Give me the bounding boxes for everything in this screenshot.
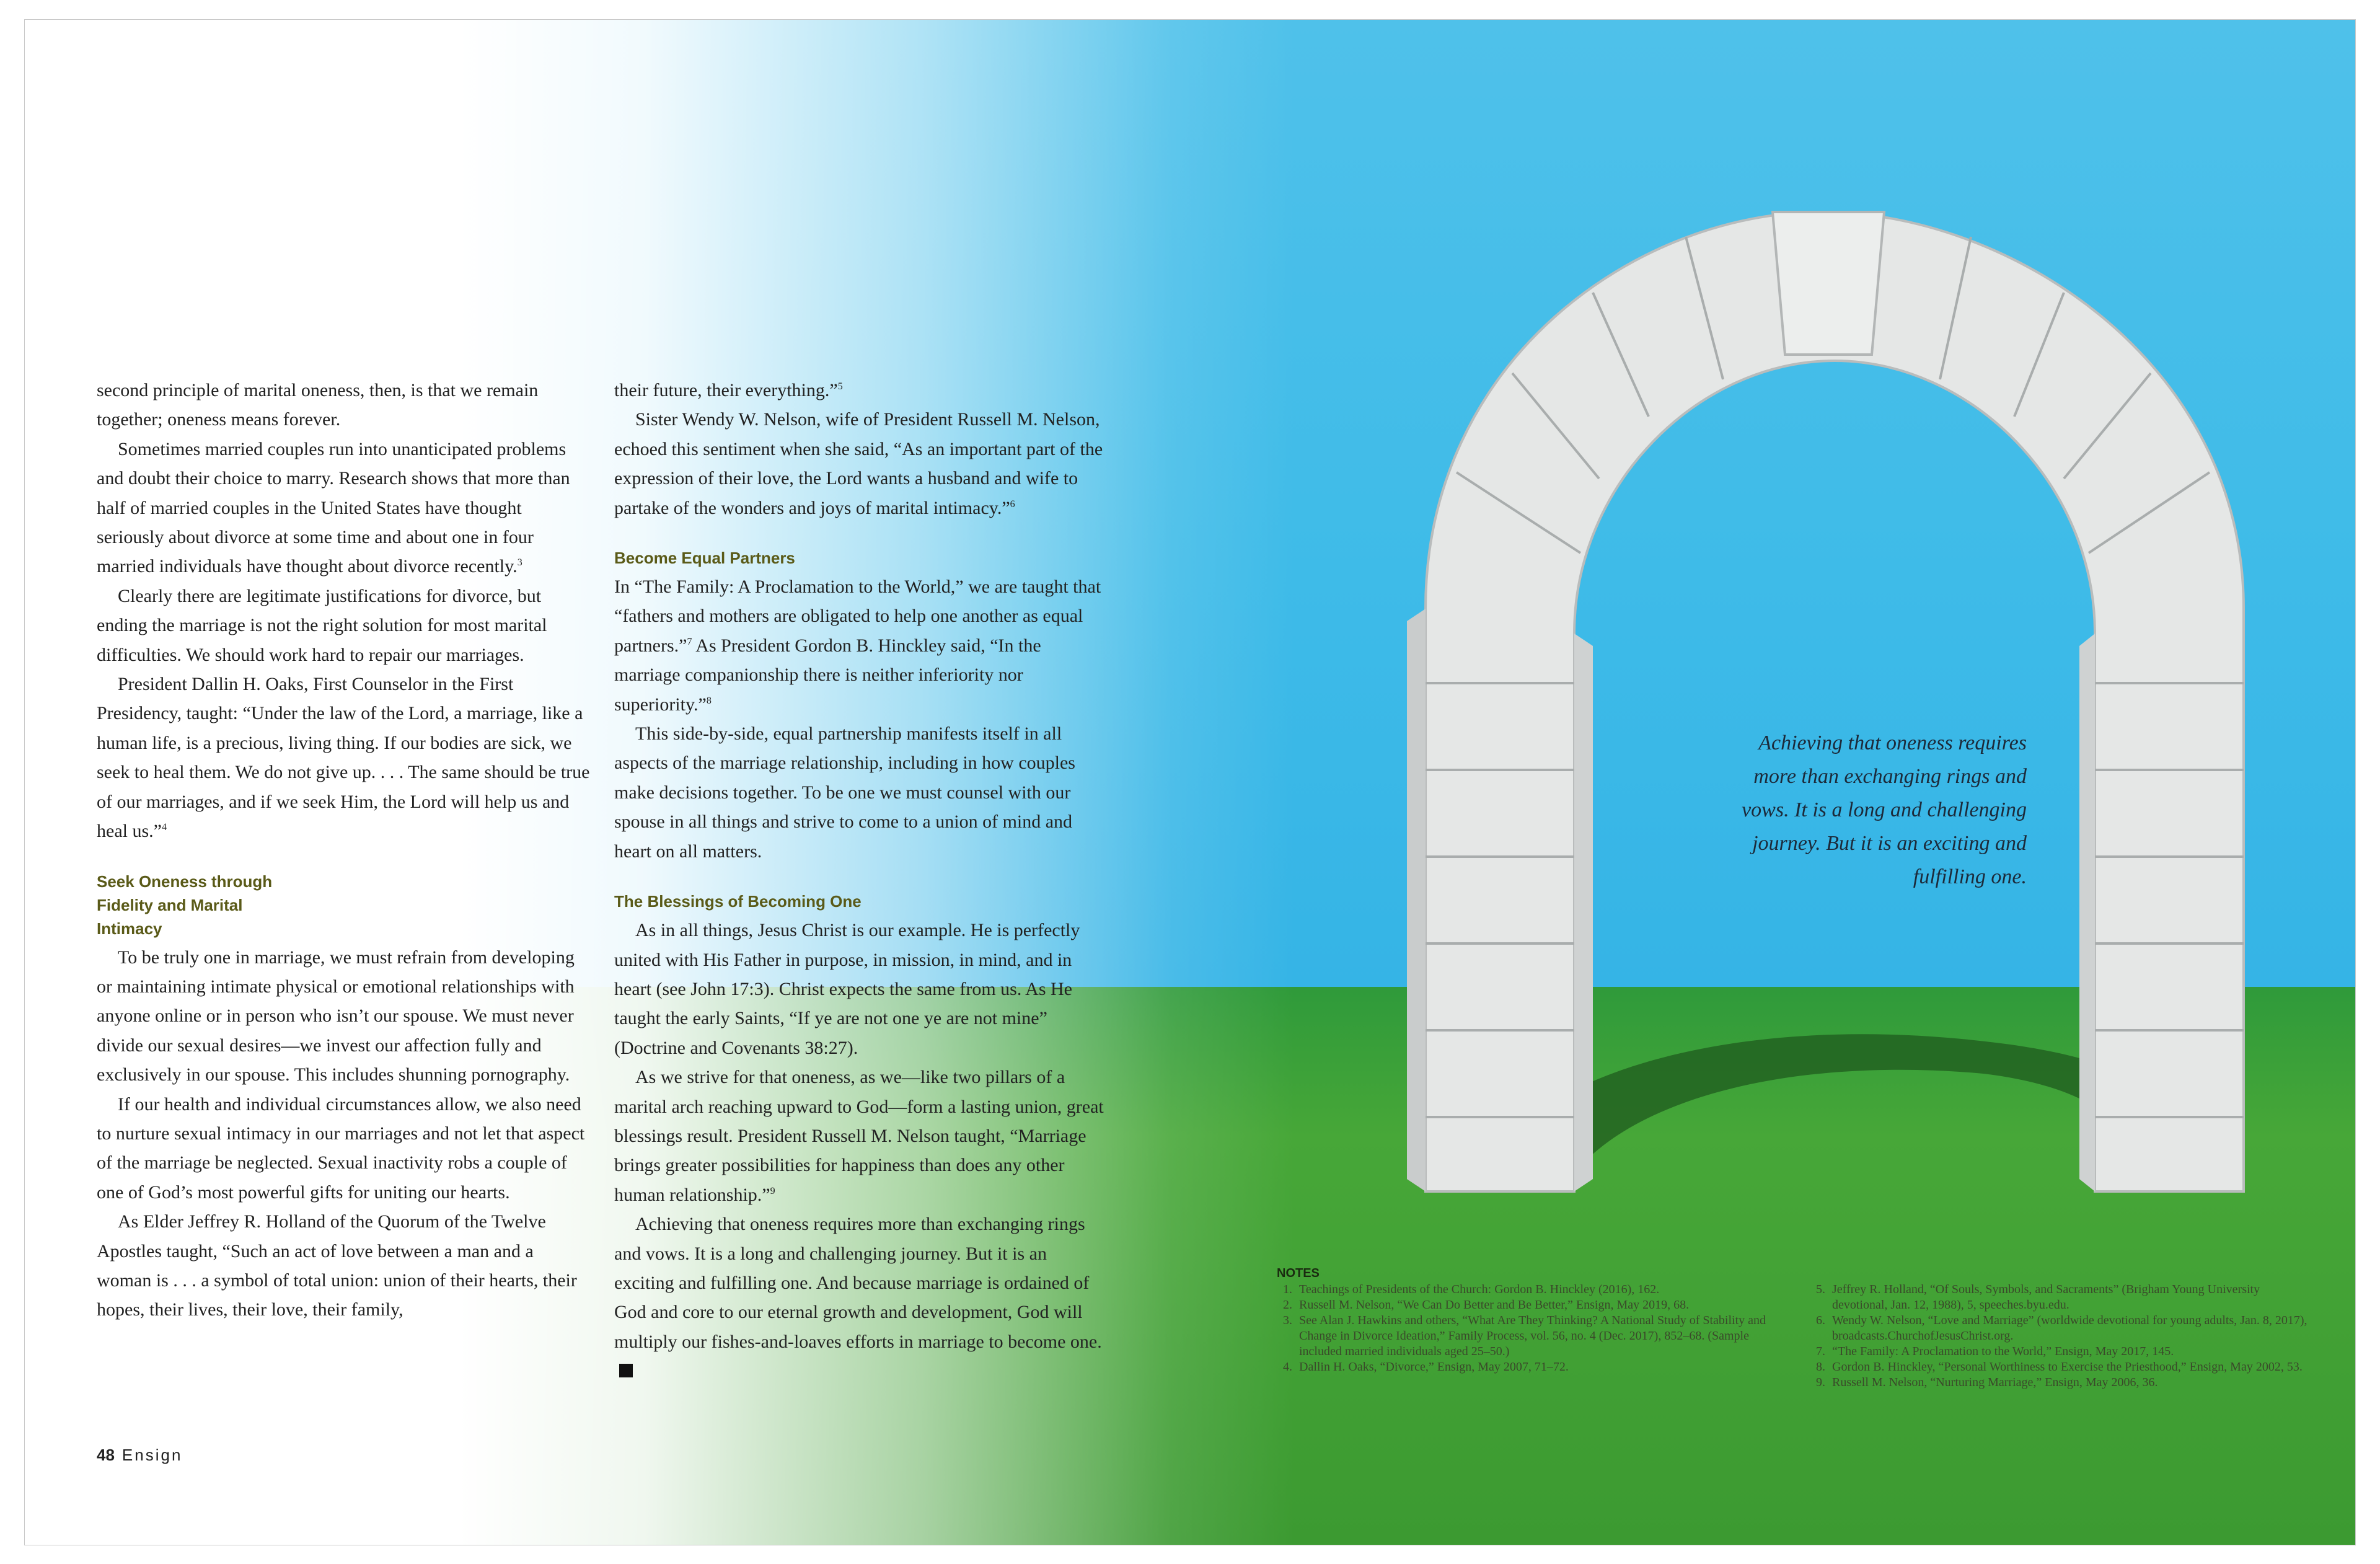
footnote-ref: 4 [161,822,167,833]
body-paragraph: As in all things, Jesus Christ is our example. He is perfectly united with His Father in purpose, in mission, in mind, and in heart (see John 17:3). Christ expects the same from us. As He taught the early Saints, “If ye are not one ye are not mine” (Doctrine and Covenants 38:27). [614,920,1080,1058]
body-paragraph: If our health and individual circumstances allow, we also need to nurture sexual intimacy in our marriages and not let that aspect of the marriage be neglected. Sexual inactivity robs a couple of one of God’s most powerful gifts for uniting our hearts. [97,1093,585,1203]
section-heading: Become Equal Partners [614,549,795,568]
stone-arch-illustration [1376,187,2293,1229]
footnote-ref: 9 [770,1185,775,1196]
footnote-ref: 7 [687,636,692,647]
footnote-ref: 5 [837,381,843,392]
page-number: 48 [97,1446,115,1464]
body-paragraph: This side-by-side, equal partnership manifests itself in all aspects of the marriage relationship, including in how couples make decisions together. To be one we must counsel with our spouse in all things and strive to come to a union of mind and heart on all matters. [614,723,1075,862]
section-heading: Seek Oneness through Fidelity and Marital Intimacy [97,872,273,938]
notes-list-left [1277,1282,1785,1375]
notes-section [1277,1266,2330,1452]
note-item: 3. See Alan J. Hawkins and others, “What Are They Thinking? A National Study of Stability and Change in Divorce Ideation,” Family Process, vol. 56, no. 4 (Dec. 2017), 852–68. (Sample included married individuals aged 25–50.) [1283,1314,1766,1358]
body-paragraph: second principle of marital oneness, then, is that we remain together; oneness means forever. [97,380,539,430]
note-item: 4. Dallin H. Oaks, “Divorce,” Ensign, May 2007, 71–72. [1283,1360,1569,1374]
note-item: 6. Wendy W. Nelson, “Love and Marriage” (worldwide devotional for young adults, Jan. 8, 2017), broadcasts.ChurchofJesusChrist.org. [1816,1314,2307,1343]
magazine-name: Ensign [121,1446,183,1464]
footnote-ref: 3 [517,557,522,568]
body-paragraph: President Dallin H. Oaks, First Counselor in the First Presidency, taught: “Under the law of the Lord, a marriage, like a human life, is a precious, living thing. If our bodies are sick, we seek to heal them. We do not give up. . . . The same should be true of our marriages, and if we seek Him, the Lord will help us and heal us.”$^4$ [97,674,590,842]
article-column-middle [614,376,1110,1386]
body-paragraph: To be truly one in marriage, we must refrain from developing or maintaining intimate physical or emotional relationships with anyone online or in person who isn’t our spouse. We must never divide our sexual desires—we invest our affection fully and exclusively in our spouse. This includes shunning pornography. [97,947,575,1085]
note-item: 2. Russell M. Nelson, “We Can Do Better and Be Better,” Ensign, May 2019, 68. [1283,1298,1690,1312]
body-paragraph: Clearly there are legitimate justifications for divorce, but ending the marriage is not the right solution for most marital difficulties. We should work hard to repair our marriages. [97,585,547,665]
notes-label: NOTES [1277,1266,1320,1280]
section-heading: The Blessings of Becoming One [614,892,862,911]
magazine-spread [25,20,2355,1545]
note-item: 9. Russell M. Nelson, “Nurturing Marriage,” Ensign, May 2006, 36. [1816,1376,2158,1389]
body-paragraph: Achieving that oneness requires more than exchanging rings and vows. It is a long and challenging journey. But it is an exciting and fulfilling one. And because marriage is ordained of God and core to our eternal growth and development, God will multiply our fishes-and-loaves efforts in marriage to become one. [614,1209,1110,1385]
pull-quote: Achieving that oneness requires more than exchanging rings and vows. It is a long and challenging journey. But it is an exciting and fulfilling one. [1742,731,2027,888]
footnote-ref: 8 [706,695,712,706]
body-paragraph: In “The Family: A Proclamation to the World,” we are taught that “fathers and mothers are obligated to help one another as equal partners.”$^7$ As President Gordon B. Hinckley said, “In the marriage companionship there is neither inferiority nor superiority.”$^8$ [614,577,1101,715]
body-paragraph: As Elder Jeffrey R. Holland of the Quorum of the Twelve Apostles taught, “Such an act of love between a man and a woman is . . . a symbol of total union: union of their hearts, their hopes, their lives, their love, their family, [97,1211,577,1320]
note-item: 5. Jeffrey R. Holland, “Of Souls, Symbols, and Sacraments” (Brigham Young University devotional, Jan. 12, 1988), 5, speeches.byu.edu. [1816,1283,2260,1312]
body-paragraph: Sometimes married couples run into unanticipated problems and doubt their choice to marry. Research shows that more than half of married couples in the United States have thought seriously about divorce at some time and about one in four married individuals have thought about divorce recently.$^3$ [97,438,570,577]
article-column-left [97,376,593,1325]
note-item: 8. Gordon B. Hinckley, “Personal Worthiness to Exercise the Priesthood,” Ensign, May 2002, 53. [1816,1360,2303,1374]
body-paragraph: As we strive for that oneness, as we—like two pillars of a marital arch reaching upward to God—form a lasting union, great blessings result. President Russell M. Nelson taught, “Marriage brings greater possibilities for happiness than does any other human relationship.”$^9$ [614,1067,1104,1205]
note-item: 7. “The Family: A Proclamation to the World,” Ensign, May 2017, 145. [1816,1345,2174,1358]
footnote-ref: 6 [1010,498,1015,510]
body-paragraph: Sister Wendy W. Nelson, wife of President Russell M. Nelson, echoed this sentiment when she said, “As an important part of the expression of their love, the Lord wants a husband and wife to partake of the wonders and joys of marital intimacy.”$^6$ [614,409,1103,518]
notes-list-right [1810,1282,2318,1390]
page-folio [97,1446,182,1465]
body-paragraph: their future, their everything.”$^5$ [614,380,843,400]
note-item: 1. Teachings of Presidents of the Church: Gordon B. Hinckley (2016), 162. [1283,1283,1660,1296]
end-of-article-mark [619,1364,633,1377]
